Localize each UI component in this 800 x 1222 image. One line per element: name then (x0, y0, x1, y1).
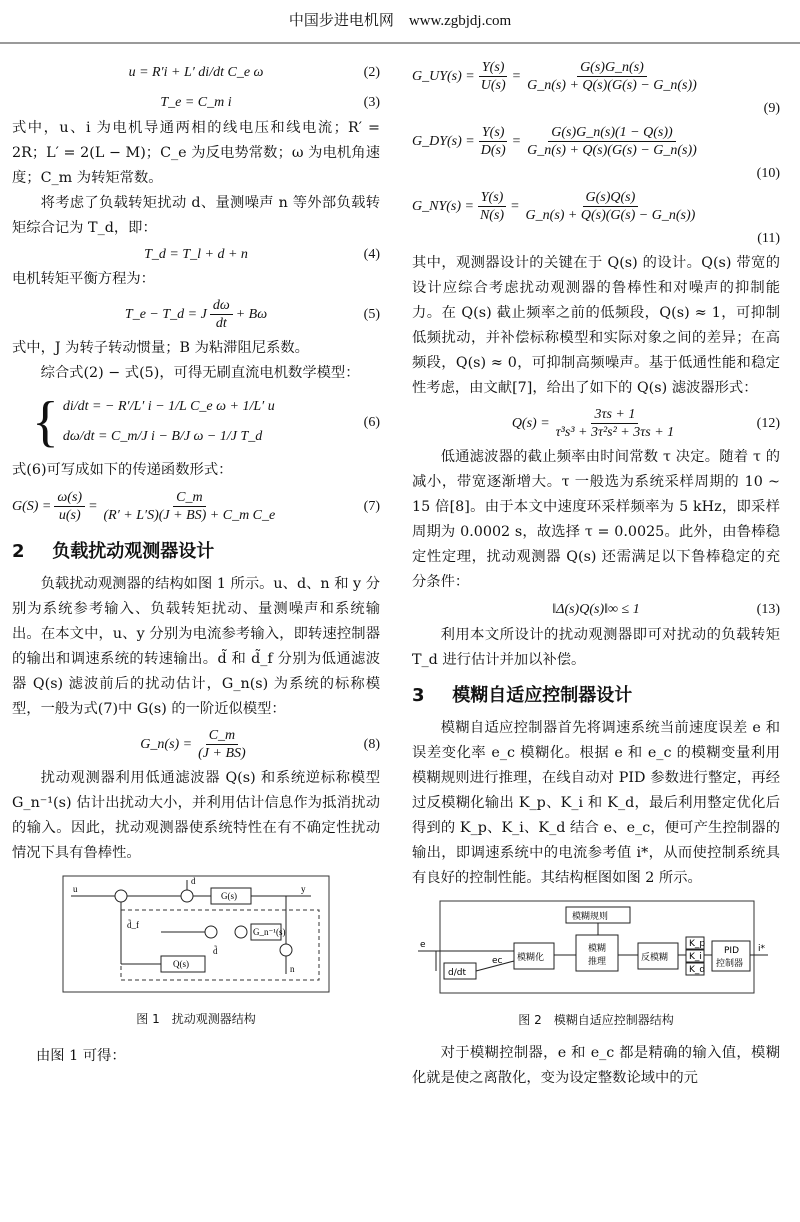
eq5-lhs: T_e − T_d = J (124, 306, 207, 322)
label-y: y (301, 884, 306, 894)
eq3-number: (3) (363, 94, 380, 110)
eq6-line-2: dω/dt = C_m/J i − B/J ω − 1/J T_d (62, 429, 263, 444)
label-n: n (290, 964, 295, 974)
eq8-numerator: C_m (206, 727, 238, 745)
paragraph: 综合式(2) − 式(5)，可得无刷直流电机数学模型： (40, 365, 360, 381)
eq11-number: (11) (757, 231, 780, 246)
eq11-equals: = (510, 198, 520, 214)
eq2-number: (2) (363, 64, 380, 80)
paragraph: 对于模糊控制器，e 和 e_c 都是精确的输入值，模糊化就是使之离散化，变为设定整数论域中的元 (412, 1045, 780, 1086)
eq6-system (32, 392, 275, 452)
label-d: d (191, 876, 196, 886)
eq9-lhs: G_UY(s) = (412, 68, 475, 84)
eq10-denominator-2: G_n(s) + Q(s)(G(s) − G_n(s)) (527, 142, 697, 158)
figure-1-caption: 图 1 扰动观测器结构 (136, 1012, 256, 1026)
eq10-equals: = (511, 133, 522, 149)
eq10-fraction-1 (478, 124, 509, 159)
figure-2-diagram (416, 899, 776, 995)
paragraph: 式中，J 为转子转动惯量；B 为粘滞阻尼系数。 (12, 340, 309, 356)
equation-13 (412, 595, 780, 623)
eq9-denominator-1: U(s) (480, 77, 506, 93)
brace-icon: { (32, 391, 59, 453)
eq6-line-1: di/dt = − R′/L′ i − 1/L C_e ω + 1/L′ u (62, 399, 275, 414)
figure-2 (416, 899, 776, 1033)
eq13-number: (13) (756, 601, 780, 617)
eq5-denominator: dt (215, 315, 227, 331)
left-column (12, 56, 380, 1069)
eq7-denominator-2: (R′ + L′S)(J + BS) + C_m C_e (103, 507, 276, 523)
section-number: 2 (12, 541, 25, 562)
eq7-equals: = (88, 498, 98, 514)
eq12-lhs: Q(s) = (511, 415, 550, 431)
equation-9 (412, 56, 780, 96)
eq13-text: ‖Δ(s)Q(s)‖∞ ≤ 1 (552, 601, 640, 617)
label-kp: K_p (689, 939, 706, 949)
eq7-numerator-1: ω(s) (54, 489, 85, 507)
label-fuzzify: 模糊化 (517, 953, 545, 963)
label-ddt: d/dt (448, 968, 466, 978)
eq7-number: (7) (363, 498, 380, 514)
figure-2-caption: 图 2 模糊自适应控制器结构 (518, 1013, 674, 1027)
label-ec: ec (492, 956, 503, 966)
label-Gn: G_n⁻¹(s) (253, 927, 286, 937)
eq10-numerator-1: Y(s) (479, 124, 508, 142)
equation-11 (412, 186, 780, 226)
eq9-fraction-2 (524, 59, 700, 94)
paragraph: 利用本文所设计的扰动观测器即可对扰动的负载转矩 T_d 进行估计并加以补偿。 (412, 627, 780, 668)
eq6-number: (6) (363, 414, 380, 430)
eq7-fraction-2 (101, 489, 279, 524)
section-title: 负载扰动观测器设计 (52, 541, 215, 562)
label-infer-2: 推理 (588, 957, 607, 967)
label-defuzz: 反模糊 (641, 953, 669, 963)
equation-10 (412, 121, 780, 161)
paragraph: 扰动观测器利用低通滤波器 Q(s) 和系统逆标称模型 G_n⁻¹(s) 估计出扰动大小，并利用估计信息作为抵消扰动的输入。因此，扰动观测器使系统特性在有不确定性扰动情况下具有鲁棒性。 (12, 770, 380, 861)
eq12-fraction (553, 406, 678, 441)
paragraph: 式(6)可写成如下的传递函数形式： (12, 462, 233, 478)
label-pid-2: 控制器 (716, 959, 744, 969)
eq10-fraction-2 (524, 124, 700, 159)
eq7-fraction-1 (54, 489, 85, 524)
eq9-numerator-2: G(s)G_n(s) (577, 59, 647, 77)
figure-1 (61, 874, 331, 1032)
equation-12 (412, 401, 780, 445)
eq11-numerator-2: G(s)Q(s) (583, 189, 639, 207)
eq11-denominator-1: N(s) (479, 207, 505, 223)
eq7-lhs: G(S) = (12, 498, 52, 514)
eq7-numerator-2: C_m (173, 489, 205, 507)
eq2-text: u = R′i + L′ di/dt C_e ω (128, 64, 264, 80)
page-header (0, 0, 800, 44)
eq11-fraction-1 (477, 189, 507, 224)
equation-6 (12, 386, 380, 458)
eq9-denominator-2: G_n(s) + Q(s)(G(s) − G_n(s)) (527, 77, 697, 93)
label-infer-1: 模糊 (588, 944, 607, 954)
paragraph: 其中，观测器设计的关键在于 Q(s) 的设计。Q(s) 带宽的设计应综合考虑扰动观测器的鲁棒性和对噪声的抑制能力。在 Q(s) 截止频率之前的低频段，Q(s) ≈ 1，可抑制低频扰动，并补偿标称模型和实际对象之间的差异；在高频段，Q(s) ≈ 0，可抑制高频噪声。基于低通性能和稳定性考虑，由文献[7]，给出了如下的 Q(s) 滤波器形式： (412, 255, 780, 396)
label-kd: K_d (689, 965, 706, 975)
site-url: www.zgbjdj.com (408, 13, 512, 29)
eq5-number: (5) (363, 306, 380, 322)
label-pid-1: PID (724, 946, 740, 956)
label-ki: K_i (689, 952, 702, 962)
eq11-denominator-2: G_n(s) + Q(s)(G(s) − G_n(s)) (525, 207, 696, 223)
section-number: 3 (412, 685, 425, 706)
section-heading-2 (12, 539, 380, 564)
eq10-number: (10) (756, 166, 780, 181)
eq11-lhs: G_NY(s) = (412, 198, 474, 214)
eq12-numerator: 3τs + 1 (591, 406, 638, 424)
eq5-rhs: + Bω (235, 306, 268, 322)
eq8-denominator: (J + BS) (198, 745, 246, 761)
equation-5 (12, 292, 380, 336)
eq11-fraction-2 (523, 189, 699, 224)
eq5-fraction (210, 297, 233, 332)
paragraph: 将考虑了负载转矩扰动 d、量测噪声 n 等外部负载转矩综合记为 T_d，即： (12, 195, 380, 236)
paragraph: 电机转矩平衡方程为： (12, 271, 155, 287)
right-column (412, 56, 780, 1091)
equation-8 (12, 722, 380, 766)
eq5-numerator: dω (210, 297, 233, 315)
label-df: d̃_f (127, 920, 139, 930)
section-heading-3 (412, 683, 780, 708)
eq12-denominator: τ³s³ + 3τ²s² + 3τs + 1 (555, 424, 675, 440)
eq8-fraction (195, 727, 249, 762)
site-name: 中国步进电机网 (288, 13, 394, 29)
equation-4 (12, 241, 380, 267)
label-Q: Q(s) (173, 959, 189, 969)
eq3-text: T_e = C_m i (160, 94, 232, 110)
paragraph: 式中，u、i 为电机导通两相的线电压和线电流；R′ = 2R；L′ = 2(L − M)；C_e 为反电势常数；ω 为电机角速度；C_m 为转矩常数。 (12, 120, 380, 186)
eq6-lines (63, 392, 275, 452)
equation-3 (12, 88, 380, 116)
eq10-numerator-2: G(s)G_n(s)(1 − Q(s)) (548, 124, 675, 142)
equation-7 (12, 483, 380, 529)
eq11-numerator-1: Y(s) (478, 189, 507, 207)
label-G: G(s) (221, 891, 237, 901)
eq8-lhs: G_n(s) = (140, 736, 193, 752)
label-e: e (420, 940, 426, 950)
paragraph: 模糊自适应控制器首先将调速系统当前速度误差 e 和误差变化率 e_c 模糊化。根据 e 和 e_c 的模糊变量利用模糊规则进行推理，在线自动对 PID 参数进行整定，再经过反模糊化输出 K_p、K_i 和 K_d，最后利用整定优化后得到的 K_p、K_i、K_d 结合 e、e_c，便可产生控制器的输出，即调速系统中的电流参考值 i*，从而使控制系统具有良好的控制性能。其结构框图如图 2 所示。 (412, 720, 780, 886)
eq4-number: (4) (363, 246, 380, 262)
section-title: 模糊自适应控制器设计 (452, 685, 633, 706)
label-dt: d̃ (213, 946, 218, 956)
paragraph: 负载扰动观测器的结构如图 1 所示。u、d、n 和 y 分别为系统参考输入、负载转矩扰动、量测噪声和系统输出。在本文中，u、y 分别为电流参考输入，即转速控制器的输出和调速系统的转速输出。d̃ 和 d̃_f 分别为低通滤波器 Q(s) 滤波前后的扰动估计，G_n(s) 为系统的标称模型，一般为式(7)中 G(s) 的一阶近似模型： (12, 576, 380, 717)
label-output: i* (758, 944, 766, 954)
figure-1-diagram (61, 874, 331, 994)
paragraph: 低通滤波器的截止频率由时间常数 τ 决定。随着 τ 的减小，带宽逐渐增大。τ 一般选为系统采样周期的 10 ~ 15 倍[8]。由于本文中速度环采样频率为 5 kHz，即采样周期为 0.0002 s，故选择 τ = 0.0025。此外，由鲁棒稳定性定理，扰动观测器 Q(s) 还需满足以下鲁棒稳定的充分条件： (412, 449, 780, 590)
eq9-fraction-1 (478, 59, 509, 94)
eq10-denominator-1: D(s) (480, 142, 506, 158)
eq10-lhs: G_DY(s) = (412, 133, 475, 149)
eq7-denominator-1: u(s) (58, 507, 81, 523)
paragraph: 由图 1 可得： (36, 1048, 126, 1064)
equation-2 (12, 56, 380, 88)
eq4-text: T_d = T_l + d + n (144, 246, 248, 262)
label-u: u (73, 884, 78, 894)
eq9-number: (9) (763, 101, 780, 116)
eq9-numerator-1: Y(s) (479, 59, 508, 77)
eq9-equals: = (511, 68, 522, 84)
eq12-number: (12) (756, 415, 780, 431)
label-fuzzy-rules: 模糊规则 (572, 912, 609, 922)
eq8-number: (8) (363, 736, 380, 752)
